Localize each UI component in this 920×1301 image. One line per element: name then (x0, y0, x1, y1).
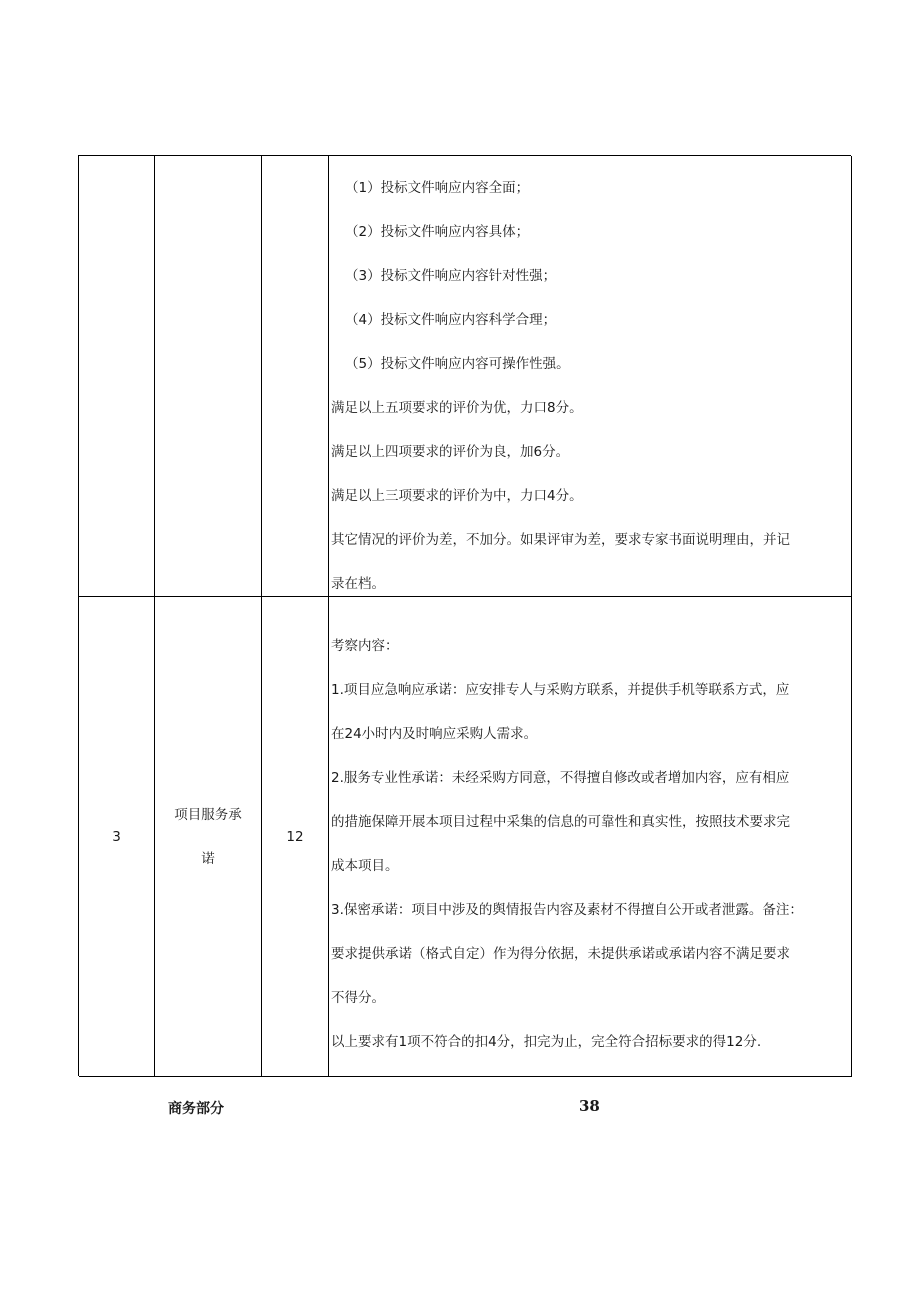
row-index: 3 (112, 828, 121, 845)
row1-score-cell (262, 156, 329, 597)
criteria-line: （3）投标文件响应内容针对性强； (345, 268, 557, 284)
criteria-line: 录在档。 (331, 576, 385, 592)
criteria-line: 3.保密承诺：项目中涉及的舆情报告内容及素材不得擅自公开或者泄露。备注： (331, 902, 803, 918)
section-label: 商务部分 (168, 1101, 224, 1117)
row2-score-cell (262, 597, 329, 1077)
row2-item-cell (155, 597, 262, 1077)
scoring-table (78, 155, 851, 1076)
row1-criteria-cell (329, 156, 852, 597)
criteria-line: 满足以上五项要求的评价为优，力口8分。 (331, 400, 583, 416)
criteria-line: 不得分。 (331, 990, 385, 1006)
criteria-line: 2.服务专业性承诺：未经采购方同意，不得擅自修改或者增加内容，应有相应 (331, 770, 790, 786)
criteria-line: 满足以上三项要求的评价为中，力口4分。 (331, 488, 583, 504)
row1-index-cell (79, 156, 155, 597)
item-name-line: 项目服务承 (174, 806, 242, 823)
criteria-line: 1.项目应急响应承诺：应安排专人与采购方联系，并提供手机等联系方式，应 (331, 682, 790, 698)
criteria-line: （2）投标文件响应内容具体； (345, 224, 530, 240)
criteria-line: 满足以上四项要求的评价为良，加6分。 (331, 444, 570, 460)
criteria-line: 要求提供承诺（格式自定）作为得分依据，未提供承诺或承诺内容不满足要求 (331, 946, 790, 962)
criteria-line: （5）投标文件响应内容可操作性强。 (345, 356, 570, 372)
row2-criteria-cell (329, 597, 852, 1077)
criteria-line: （1）投标文件响应内容全面； (345, 180, 530, 196)
criteria-line: （4）投标文件响应内容科学合理； (345, 312, 557, 328)
criteria-line: 在24小时内及时响应采购人需求。 (331, 726, 538, 742)
criteria-line: 的措施保障开展本项目过程中采集的信息的可靠性和真实性，按照技术要求完 (331, 814, 790, 830)
row2-index-cell (79, 597, 155, 1077)
criteria-line: 成本项目。 (331, 858, 399, 874)
criteria-line: 以上要求有1项不符合的扣4分，扣完为止，完全符合招标要求的得12分. (331, 1034, 762, 1050)
row1-item-cell (155, 156, 262, 597)
row-score: 12 (286, 828, 304, 845)
item-name (174, 793, 242, 881)
section-score: 38 (579, 1097, 600, 1115)
item-name-line: 诺 (201, 850, 215, 867)
criteria-line: 其它情况的评价为差，不加分。如果评审为差，要求专家书面说明理由，并记 (331, 532, 790, 548)
criteria-line: 考察内容： (331, 638, 399, 654)
